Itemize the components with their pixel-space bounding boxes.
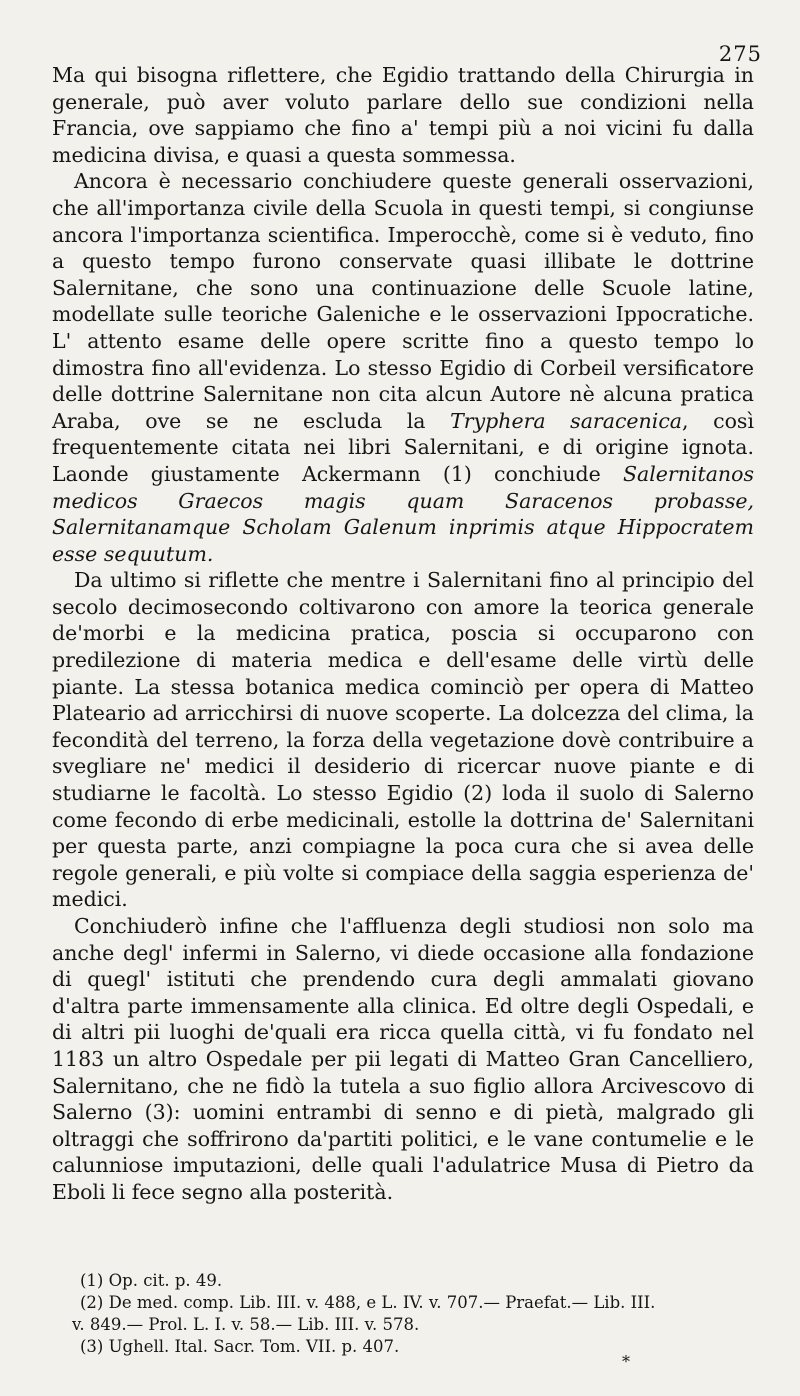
paragraph xyxy=(52,168,754,567)
paragraph xyxy=(52,567,754,913)
paragraph xyxy=(52,913,754,1206)
text-run: Da ultimo si riflette che mentre i Salernitani fino al principio del secolo decimosecondo coltivarono con amore la teorica generale de'morbi e la medicina pratica, poscia si occuparono con predilezione di materia medica e dell'esame delle virtù delle piante. La stessa botanica medica cominciò per opera di Matteo Plateario ad arricchirsi di nuove scoperte. La dolcezza del clima, la fecondità del terreno, la forza della vegetazione dovè contribuire a svegliare ne' medici il desiderio di ricercar nuove piante e di studiarne le facoltà. Lo stesso Egidio (2) loda il suolo di Salerno come fecondo di erbe medicinali, estolle la dottrina de' Salernitani per questa parte, anzi compiagne la poca cura che si avea delle regole generali, e più volte si compiace della saggia esperienza de' medici. xyxy=(52,568,754,912)
italic-text: Salernitanos medicos Graecos magis quam Saracenos probasse, Salernitanamque Scholam Galenum inprimis atque Hippocratem esse sequutum. xyxy=(52,461,754,566)
signature-mark: * xyxy=(622,1352,630,1371)
footnote-2-continued: v. 849.— Prol. L. I. v. 58.— Lib. III. v. 578. xyxy=(72,1315,420,1334)
page-number: 275 xyxy=(718,42,762,66)
footnote-2: (2) De med. comp. Lib. III. v. 488, e L. IV. v. 707.— Praefat.— Lib. III. xyxy=(80,1293,656,1312)
paragraph xyxy=(52,62,754,168)
text-run: , così frequentemente citata nei libri Salernitani, e di origine ignota. Laonde giustamente Ackermann (1) conchiude xyxy=(52,408,755,486)
footnotes xyxy=(72,1270,760,1358)
text-run: Ma qui bisogna riflettere, che Egidio trattando della Chirurgia in generale, può aver voluto parlare dello sue condizioni nella Francia, ove sappiamo che fino a' tempi più a noi vicini fu dalla medicina divisa, e quasi a questa sommessa. xyxy=(52,63,754,167)
italic-text: Tryphera saracenica xyxy=(450,408,683,433)
body-text xyxy=(52,62,754,1206)
footnote-1: (1) Op. cit. p. 49. xyxy=(80,1271,223,1290)
text-run: Conchiuderò infine che l'affluenza degli studiosi non solo ma anche degl' infermi in Salerno, vi diede occasione alla fondazione di quegl' istituti che prendendo cura degli ammalati giovano d'altra parte immensamente alla clinica. Ed oltre degli Ospedali, e di altri pii luoghi de'quali era ricca quella città, vi fu fondato nel 1183 un altro Ospedale per pii legati di Matteo Gran Cancelliero, Salernitano, che ne fidò la tutela a suo figlio allora Arcivescovo di Salerno (3): uomini entrambi di senno e di pietà, malgrado gli oltraggi che soffrirono da'partiti politici, e le vane contumelie e le calunniose imputazioni, delle quali l'adulatrice Musa di Pietro da Eboli li fece segno alla posterità. xyxy=(52,914,754,1204)
text-run: Ancora è necessario conchiudere queste generali osservazioni, che all'importanza civile della Scuola in questi tempi, si congiunse ancora l'importanza scientifica. Imperocchè, come si è veduto, fino a questo tempo furono conservate quasi illibate le dottrine Salernitane, che sono una continuazione delle Scuole latine, modellate sulle teoriche Galeniche e le osservazioni Ippocratiche. L' attento esame delle opere scritte fino a questo tempo lo dimostra fino all'evidenza. Lo stesso Egidio di Corbeil versificatore delle dottrine Salernitane non cita alcun Autore nè alcuna pratica Araba, ove se ne escluda la xyxy=(52,169,754,433)
footnote-3: (3) Ughell. Ital. Sacr. Tom. VII. p. 407. xyxy=(80,1337,400,1356)
